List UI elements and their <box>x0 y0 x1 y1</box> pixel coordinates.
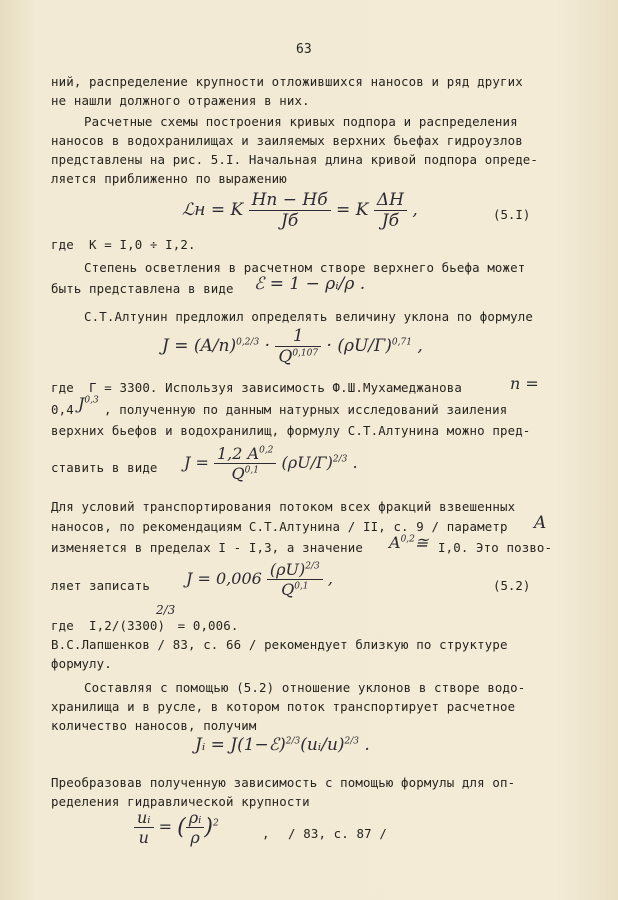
eq-A02: A <box>389 533 401 552</box>
eq-b-den-exp: 0,1 <box>244 465 259 476</box>
eq-u-rhs-fraction <box>186 808 205 847</box>
eq-b-tail: (ρU/Г) <box>281 453 333 472</box>
text-line-7: где K = I,0 ÷ I,2. <box>51 237 196 252</box>
eq-alt-exp2: 0,71 <box>391 337 412 348</box>
eq-2-num-exp: 2/3 <box>305 561 320 572</box>
eq-b-tail-exp: 2/3 <box>332 454 348 465</box>
text-line-20: В.С.Лапшенков / 83, с. 66 / рекомендует близкую по структуре <box>51 637 508 652</box>
eq1-fraction-2 <box>374 190 407 231</box>
text-line-5: представлены на рис. 5.I. Начальная длина кривой подпора опреде- <box>51 152 539 167</box>
equation-A02 <box>389 533 428 552</box>
equation-19-exp: 2/3 <box>156 603 176 617</box>
equation-epsilon: ℰ = 1 − ρᵢ/ρ . <box>254 274 366 294</box>
eq-b-fraction <box>214 444 276 483</box>
eq-2-den: Q <box>281 580 295 599</box>
page-number: 63 <box>296 42 312 57</box>
eq-alt-qexp: 0,107 <box>292 348 319 359</box>
equation-j03 <box>78 394 99 413</box>
text-line-22: Составляя с помощью (5.2) отношение уклонов в створе водо- <box>84 680 526 695</box>
text-line-14: ставить в виде <box>51 460 158 475</box>
text-line-10: С.Т.Алтунин предложил определять величину уклона по формуле <box>84 309 533 324</box>
text-line-4: наносов в водохранилищах и заиляемых верхних бьефах гидроузлов <box>51 133 523 148</box>
equation-fall-velocity: $\frac{\text{uᵢ}}{u}$ = ( $\frac{\text{ρᵢ}}{\rho}$ )$^2$ <box>134 808 219 847</box>
eq1-lhs: ℒн = K <box>182 200 244 220</box>
eq-A02-approx: ≅ <box>414 533 429 552</box>
text-line-24: количество наносов, получим <box>51 718 257 733</box>
eq-ji-exp: 2/3 <box>285 736 301 747</box>
text-line-12a: 0,4 <box>51 402 74 417</box>
equation-label-5-2: (5.2) <box>493 578 531 593</box>
text-line-18: ляет записать <box>51 578 150 593</box>
eq-alt-one: 1 <box>275 326 321 347</box>
text-line-11: где Г = 3300. Используя зависимость Ф.Ш.Мухамеджанова <box>51 380 462 395</box>
text-line-17: изменяется в пределах I - I,3, а значение <box>51 540 364 555</box>
eq-ji: Jᵢ = J(1−ℰ) <box>195 735 286 755</box>
eq-u-eq: = <box>158 817 173 836</box>
eq-ji-tail: (uᵢ/u) <box>300 735 345 755</box>
eq-2-den-exp: 0,1 <box>294 581 309 592</box>
eq-u-rhs-num: ρᵢ <box>186 808 205 828</box>
equation-A: A <box>534 513 547 533</box>
text-line-15: Для условий транспортирования потоком всех фракций взвешенных <box>51 499 516 514</box>
eq-u-num: uᵢ <box>134 808 154 828</box>
eq-b-num: 1,2 A <box>217 444 260 463</box>
eq-u-fraction <box>134 808 154 847</box>
eq-alt-q: Q <box>278 347 293 367</box>
equation-n: n = <box>510 374 539 393</box>
eq-b-lhs: J = <box>184 453 209 472</box>
eq-alt-lhs: J = <box>162 336 189 356</box>
equation-5-2: J = 0,006 $\frac{(\rho U)^{2/3}}{Q^{0,1}}$ , <box>186 560 333 599</box>
eq-A02-exp: 0,2 <box>400 534 415 545</box>
text-line-27: / 83, с. 87 / <box>288 826 387 841</box>
text-line-17b: I,0. Это позво- <box>438 540 553 555</box>
equation-transformed: J = $\frac{1,2 A^{0,2}}{Q^{0,1}}$ $(\rho U/Г)^{2/3}$ . <box>184 444 358 483</box>
text-line-26: ределения гидравлической крупности <box>51 794 310 809</box>
equation-ji: Jᵢ = J(1−ℰ)$^{2/3}$(uᵢ/u)$^{2/3}$ . <box>195 735 370 755</box>
text-line-8: Степень осветления в расчетном створе верхнего бьефа может <box>84 260 526 275</box>
eq-2-num: (ρU) <box>269 560 306 579</box>
eq-b-den: Q <box>231 464 245 483</box>
eq-alt-exp1: 0,2/3 <box>236 337 260 348</box>
eq-alt-a: (A/n) <box>193 336 237 356</box>
eq-2-fraction <box>267 560 323 599</box>
text-line-23: хранилища и в русле, в котором поток транспортирует расчетное <box>51 699 516 714</box>
text-line-19: где I,2/(3300) <box>51 618 166 633</box>
text-line-9: быть представлена в виде <box>51 281 234 296</box>
eq-j03: J <box>78 394 85 413</box>
eq1-fraction-1 <box>249 190 331 231</box>
equation-altunin: $J = (A/n)^{0,2/3}$ · $\frac{1}{Q^{0,107}}$ · $(\rho U/Г)^{0,71}$ , <box>162 326 423 367</box>
text-line-1: ний, распределение крупности отложившихся наносов и ряд других <box>51 74 523 89</box>
text-line-13: верхних бьефов и водохранилищ, формулу С.Т.Алтунина можно пред- <box>51 423 531 438</box>
equation-label-5-1: (5.I) <box>493 207 531 222</box>
text-line-12b: , полученную по данным натурных исследований заиления <box>104 402 508 417</box>
eq-alt-fraction <box>275 326 321 367</box>
eq-j03-exp: 0,3 <box>84 395 99 406</box>
eq1-numerator-2: ΔH <box>374 190 407 211</box>
text-line-2: не нашли должного отражения в них. <box>51 93 310 108</box>
eq1-denominator: Jб <box>281 211 299 231</box>
eq-u-rhs-den: ρ <box>190 828 200 847</box>
eq1-mid: = K <box>336 200 369 220</box>
eq-alt-pu: (ρU/Г) <box>337 336 392 356</box>
eq-2-lhs: J = 0,006 <box>186 569 262 588</box>
text-line-25: Преобразовав полученную зависимость с помощью формулы для оп- <box>51 775 516 790</box>
eq1-denominator-2: Jб <box>381 211 399 231</box>
equation-5-1: ℒн = K $\frac{Hп - Hб}{Jб}$ = K $\frac{\Delta H}{Jб}$ , <box>182 190 418 231</box>
eq-u-den: u <box>138 828 149 847</box>
eq-ji-exp2: 2/3 <box>344 736 360 747</box>
text-line-19b: = 0,006. <box>170 618 239 633</box>
text-line-3: Расчетные схемы построения кривых подпора и распределения <box>84 114 518 129</box>
text-line-21: формулу. <box>51 656 112 671</box>
text-line-27-comma: , <box>262 826 270 841</box>
text-line-16: наносов, по рекомендациям С.Т.Алтунина / II, с. 9 / параметр <box>51 519 508 534</box>
eq1-numerator: Hп − Hб <box>249 190 331 211</box>
eq-b-num-exp: 0,2 <box>259 445 274 456</box>
text-line-6: ляется приближенно по выражению <box>51 171 287 186</box>
eq-u-exp: 2 <box>212 818 219 829</box>
